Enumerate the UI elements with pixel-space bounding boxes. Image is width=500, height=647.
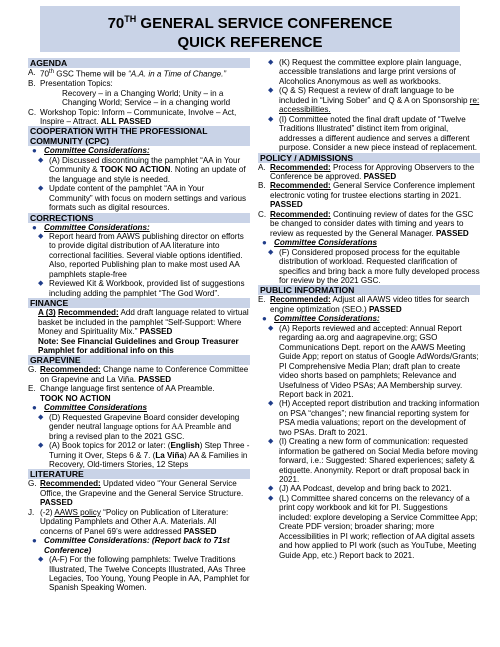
- diamond-bullet-icon: ◆: [268, 438, 274, 446]
- corrections-header: CORRECTIONS: [28, 213, 250, 223]
- policy-item-a: A. Recommended: Process for Approving Observers to the Conference be approved. PASSED: [258, 162, 475, 181]
- policy-item-c: C. Recommended: Continuing review of dates for the GSC be changed to consider dates with timing and years to review as requested by the General Manager. PASSED: [258, 209, 474, 238]
- policy-item-b: B. Recommended: General Service Conference implement electronic voting for trustee elections starting in 2021. PASSED: [258, 181, 475, 210]
- literature-item-k: ◆ (K) Request the committee explore plain language, accessible translations and large print versions of Alcoholics Anonymous as well as workbooks.: [268, 58, 462, 86]
- diamond-bullet-icon: ◆: [268, 400, 274, 408]
- grapevine-item-d: ◆ (D) Requested Grapevine Board consider developing gender neutral language options for AA Preamble and bring a revised plan to the 2021 GSC.: [38, 412, 240, 441]
- grapevine-item-g: G. Recommended: Change name to Conference Committee on Grapevine and La Viña. PASSED: [28, 365, 249, 384]
- bullet-icon: ●: [32, 403, 37, 413]
- corrections-item-1: ◆ Report heard from AAWS publishing director on efforts to provide digital distribution of AA literature into correctional facilities. Several viable options identified. Also, reported Publishing plan to make most used AA pamphlets staple-free: [38, 232, 244, 279]
- bullet-icon: ●: [32, 536, 37, 546]
- title-line-2: QUICK REFERENCE: [177, 34, 323, 51]
- bullet-icon: ●: [32, 146, 37, 156]
- public-info-considerations: ● Committee Considerations:: [262, 314, 380, 324]
- public-info-header: PUBLIC INFORMATION: [258, 285, 480, 295]
- literature-item-g: G. Recommended: Updated video “Your General Service Office, the Grapevine and the General Service Structure. PASSED: [28, 479, 244, 508]
- agenda-item-b: B. Presentation Topics:: [28, 79, 113, 89]
- finance-header: FINANCE: [28, 298, 250, 308]
- diamond-bullet-icon: ◆: [268, 494, 274, 502]
- grapevine-item-a: ◆ (A) Book topics for 2012 or later: (English) Step Three -Turning it Over, Steps 6 & 7. (La Viña) AA & Families in Recovery, Old-timers Stories, 12 Steps: [38, 441, 250, 469]
- grapevine-header: GRAPEVINE: [28, 355, 250, 365]
- diamond-bullet-icon: ◆: [268, 59, 274, 66]
- right-column: [258, 58, 480, 643]
- title-line-1: 70TH GENERAL SERVICE CONFERENCE: [107, 14, 393, 32]
- diamond-bullet-icon: ◆: [38, 156, 44, 164]
- corrections-item-2: ◆ Reviewed Kit & Workbook, provided list of suggestions including adding the pamphlet “The God Word”.: [38, 279, 245, 298]
- literature-item-j: J. (-2) AAWS policy “Policy on Publication of Literature: Updating Pamphlets and Other A.A. Materials. All concerns of Panel 69’s were addressed PASSED: [28, 507, 229, 536]
- public-info-item-e: E. Recommended: Adjust all AAWS video titles for search engine optimization (SEO.) PASSED: [258, 295, 470, 314]
- policy-item-f: ◆ (F) Considered proposed process for the equitable distribution of workload. Requested clarification of specifics and bring back a more fully developed process for review by the 2021 GSC.: [268, 247, 480, 285]
- cpc-considerations: ● Committee Considerations:: [32, 146, 150, 156]
- diamond-bullet-icon: ◆: [38, 413, 44, 421]
- diamond-bullet-icon: ◆: [38, 233, 44, 241]
- diamond-bullet-icon: ◆: [268, 248, 274, 256]
- bullet-icon: ●: [262, 238, 267, 248]
- agenda-item-a: A. 70th GSC Theme will be “A.A. in a Time of Change.”: [28, 68, 227, 79]
- cpc-item-2: ◆ Update content of the pamphlet “AA in Your Community” with focus on modern settings and various formats such as digital resources.: [38, 184, 247, 213]
- corrections-considerations: ● Committee Considerations:: [32, 222, 150, 232]
- diamond-bullet-icon: ◆: [268, 115, 274, 123]
- diamond-bullet-icon: ◆: [38, 185, 44, 193]
- diamond-bullet-icon: ◆: [268, 87, 274, 95]
- public-info-item-j: ◆ (J) AA Podcast, develop and bring back to 2021.: [268, 484, 452, 494]
- public-info-item-i: ◆ (I) Creating a new form of communication: requested information be gathered on Social Media before moving forward, i.e.: Suggested: Shared experiences; safety & etiquette. Anonymity. Report or draft proposal back in 2021.: [268, 437, 478, 485]
- agenda-item-c: C. Workshop Topic: Inform – Communicate, Involve – Act, Inspire – Attract. ALL PASSED: [28, 107, 237, 126]
- left-column: [28, 58, 250, 643]
- diamond-bullet-icon: ◆: [38, 442, 44, 450]
- grapevine-item-e: E. Change language first sentence of AA Preamble. TOOK NO ACTION: [28, 384, 215, 403]
- cpc-header: COOPERATION WITH THE PROFESSIONAL COMMUNITY (CPC): [28, 126, 250, 146]
- agenda-header: AGENDA: [28, 58, 250, 68]
- policy-considerations: ● Committee Considerations: [262, 238, 377, 248]
- literature-considerations: ● Committee Considerations: (Report back to 71st Conference): [32, 536, 230, 555]
- diamond-bullet-icon: ◆: [268, 485, 274, 493]
- diamond-bullet-icon: ◆: [38, 556, 44, 564]
- title-banner: [40, 6, 460, 52]
- bullet-icon: ●: [32, 222, 37, 232]
- finance-item-a3: A (3) Recommended: Add draft language related to virtual basket be included in the pamphlet “Self-Support: Where Money and Spirituality Mix.” PASSED: [38, 308, 249, 337]
- literature-item-qs: ◆ (Q & S) Request a review of draft language to be included in “Living Sober” and Q & A on Sponsorship re: accessibilities.: [268, 86, 480, 115]
- diamond-bullet-icon: ◆: [38, 280, 44, 288]
- cpc-item-1: ◆ (A) Discussed discontinuing the pamphlet “AA in Your Community & TOOK NO ACTION. Noting an update of the language and style is needed.: [38, 155, 246, 184]
- finance-note: Note: See Financial Guidelines and Group Treasurer Pamphlet for additional info on this: [38, 336, 239, 356]
- public-info-item-h: ◆ (H) Accepted report distribution and tracking information on PSA “changes”; new financial reporting system for PSA media valuations; report on the development of two PSAs. Draft to 2021.: [268, 399, 480, 437]
- literature-item-af: ◆ (A-F) For the following pamphlets: Twelve Traditions Illustrated, The Twelve Concepts Illustrated, AAs Three Legacies, Too Young, Young People in AA, Pamphlet for Spanish Speaking Women.: [38, 555, 250, 593]
- policy-header: POLICY / ADMISSIONS: [258, 153, 480, 163]
- public-info-item-l: ◆ (L) Committee shared concerns on the relevancy of a print copy workbook and kit for PI. Suggestions included: explore developing a Service Committee App; Create PDF version; broader sharing; more Accessibilities in PI work; reflection of AA digital assets and how applied to PI work (such as YouTube, Meeting Guide App, etc.) Report back to 2021.: [268, 493, 478, 560]
- literature-header: LITERATURE: [28, 469, 250, 479]
- bullet-icon: ●: [262, 314, 267, 324]
- literature-item-i: ◆ (I) Committee noted the final draft update of “Twelve Traditions Illustrated” distinct item from original, addresses a different audience and serves a different purpose. Consider a new piece instead of replacement.: [268, 114, 477, 153]
- agenda-topics: Recovery – in a Changing World; Unity – in a Changing World; Service – in a changing world: [62, 88, 231, 108]
- public-info-item-a: ◆ (A) Reports reviewed and accepted: Annual Report regarding aa.org and aagrapevine.org; GSO Communications Dept. report on the AAWS Meeting Guide App; report on status of Google AdWords/Grants; PI Comprehensive Media Plan; draft plan to create video shorts based on pamphlets; Relevance and Usefulness of Video PSAs; AA Membership survey. Report back in 2021.: [268, 323, 479, 399]
- diamond-bullet-icon: ◆: [268, 324, 274, 332]
- grapevine-considerations: ● Committee Considerations: [32, 403, 147, 413]
